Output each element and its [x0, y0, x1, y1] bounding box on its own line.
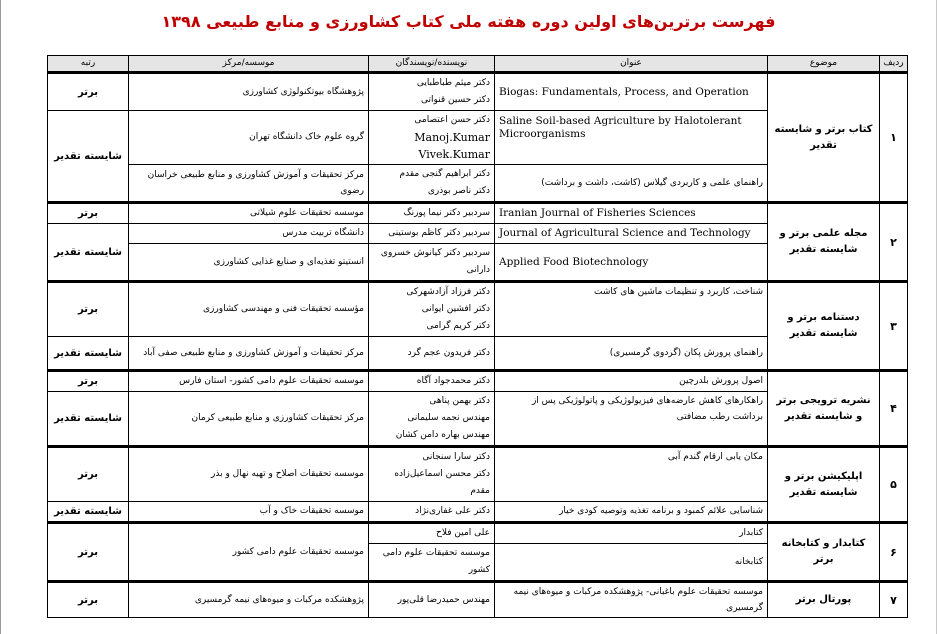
author-cell — [369, 392, 495, 447]
institute-cell: موسسه تحقیقات علوم شیلاتی — [129, 203, 369, 224]
author-name: دکتر افشین ایوانی — [421, 304, 490, 314]
rank-cell: شایسته تقدیر — [48, 502, 129, 523]
author-name: مهندس بهاره دامن کشان — [395, 430, 490, 440]
author-cell — [369, 165, 495, 203]
title-cell: کتابخانه — [495, 544, 768, 582]
rank-cell: برتر — [48, 282, 129, 337]
title-cell: موسسه تحقیقات علوم باغبانی- پژوهشکده مرکبات و میوه‌های نیمه گرمسیری — [495, 582, 768, 618]
author-cell — [369, 73, 495, 111]
rank-cell: برتر — [48, 73, 129, 111]
title-cell: Applied Food Biotechnology — [495, 244, 768, 282]
author-name: دکتر ابراهیم گنجی مقدم — [399, 169, 490, 179]
table-row — [48, 447, 908, 502]
rank-cell: برتر — [48, 203, 129, 224]
institute-cell: موسسه تحقیقات خاک و آب — [129, 502, 369, 523]
rank-cell: برتر — [48, 523, 129, 582]
row-number: ۷ — [880, 582, 908, 618]
header-row — [48, 56, 908, 73]
institute-cell: موسسه تحقیقات علوم دامی کشور- استان فارس — [129, 371, 369, 392]
title-cell: راهکارهای کاهش عارضه‌های فیزیولوژیکی و پاتولوژیکی پس از برداشت رطب مضافتی — [495, 392, 768, 447]
title-cell: مکان یابی ارقام گندم آبی — [495, 447, 768, 502]
institute-cell: دانشگاه تربیت مدرس — [129, 224, 369, 244]
header-radif: ردیف — [880, 56, 908, 73]
institute-cell: مرکز تحقیقات کشاورزی و منابع طبیعی کرمان — [129, 392, 369, 447]
awards-table — [47, 55, 908, 618]
topic-cell: پورتال برتر — [768, 582, 880, 618]
topic-cell: اپلیکیشن برتر و شایسته تقدیر — [768, 447, 880, 523]
row-number: ۱ — [880, 73, 908, 203]
row-number: ۶ — [880, 523, 908, 582]
row-number: ۲ — [880, 203, 908, 282]
title-cell: Journal of Agricultural Science and Technology — [495, 224, 768, 244]
author-cell: علی امین فلاح — [369, 523, 495, 544]
table-row — [48, 371, 908, 392]
row-number: ۵ — [880, 447, 908, 523]
author-cell: سردبیر دکتر نیما پورنگ — [369, 203, 495, 224]
table-row — [48, 73, 908, 111]
institute-cell: پژوهشکده مرکبات و میوه‌های نیمه گرمسیری — [129, 582, 369, 618]
topic-cell: دستنامه برتر و شایسته تقدیر — [768, 282, 880, 371]
header-rank: رتبه — [48, 56, 129, 73]
author-name: دکتر بهمن پناهی — [429, 396, 490, 406]
author-name: دکتر محسن اسماعیل‌زاده مقدم — [394, 469, 490, 496]
rank-cell: برتر — [48, 447, 129, 502]
title-cell: Biogas: Fundamentals, Process, and Operation — [495, 73, 768, 111]
author-cell: دکتر فریدون عجم گرد — [369, 337, 495, 371]
author-name: دکتر فرزاد آزادشهرکی — [406, 287, 490, 297]
title-cell: راهنمای علمی و کاربردی گیلاس (کاشت، داشت و برداشت) — [495, 165, 768, 203]
title-cell: Iranian Journal of Fisheries Sciences — [495, 203, 768, 224]
author-cell — [369, 282, 495, 337]
header-onvan: عنوان — [495, 56, 768, 73]
row-number: ۴ — [880, 371, 908, 447]
author-name: دکتر حسین قنواتی — [420, 95, 490, 105]
author-name: دکتر کریم گرامی — [426, 321, 490, 331]
rank-cell: شایسته تقدیر — [48, 111, 129, 203]
header-mozu: موضوع — [768, 56, 880, 73]
rank-cell: شایسته تقدیر — [48, 224, 129, 282]
author-cell: دکتر محمدجواد آگاه — [369, 371, 495, 392]
author-name: مهندس نجمه سلیمانی — [407, 413, 490, 423]
author-cell: سردبیر دکتر کیانوش خسروی دارانی — [369, 244, 495, 282]
institute-cell: مرکز تحقیقات و آموزش کشاورزی و منابع طبیعی صفی آباد — [129, 337, 369, 371]
institute-cell: مرکز تحقیقات و آموزش کشاورزی و منابع طبیعی خراسان رضوی — [129, 165, 369, 203]
author-name: دکتر میثم طباطبایی — [416, 78, 490, 88]
title-cell: اصول پرورش بلدرچین — [495, 371, 768, 392]
author-name: دکتر ناصر بوذری — [427, 186, 490, 196]
institute-cell: پژوهشگاه بیوتکنولوژی کشاورزی — [129, 73, 369, 111]
author-cell — [369, 111, 495, 165]
rank-cell: برتر — [48, 582, 129, 618]
page-title: فهرست برترین‌های اولین دوره هفته ملی کتاب کشاورزی و منابع طبیعی ۱۳۹۸ — [161, 12, 776, 31]
author-name: دکتر سارا سنجانی — [422, 452, 490, 462]
row-number: ۳ — [880, 282, 908, 371]
header-author: نویسنده/نویسندگان — [369, 56, 495, 73]
title-cell: راهنمای پرورش پکان (گردوی گرمسیری) — [495, 337, 768, 371]
topic-cell: کتاب برتر و شایسته تقدیر — [768, 73, 880, 203]
title-cell: Saline Soil-based Agriculture by Halotolerant Microorganisms — [495, 111, 768, 165]
author-name: Manoj.Kumar — [414, 131, 490, 144]
table-row — [48, 282, 908, 337]
institute-cell: مؤسسه تحقیقات فنی و مهندسی کشاورزی — [129, 282, 369, 337]
author-name: دکتر حسن اعتصامی — [414, 115, 490, 125]
rank-cell: شایسته تقدیر — [48, 337, 129, 371]
institute-cell: موسسه تحقیقات اصلاح و تهیه نهال و بذر — [129, 447, 369, 502]
window-left-edge — [0, 0, 1, 634]
author-cell: دکتر علی غفاری‌نژاد — [369, 502, 495, 523]
title-cell: شناخت، کاربرد و تنظیمات ماشین های کاشت — [495, 282, 768, 337]
table-row — [48, 203, 908, 224]
topic-cell: کتابدار و کتابخانه برتر — [768, 523, 880, 582]
table-row — [48, 582, 908, 618]
rank-cell: برتر — [48, 371, 129, 392]
institute-cell: موسسه تحقیقات علوم دامی کشور — [129, 523, 369, 582]
topic-cell: نشریه ترویجی برتر و شایسته تقدیر — [768, 371, 880, 447]
topic-cell: مجله علمی برتر و شایسته تقدیر — [768, 203, 880, 282]
rank-cell: شایسته تقدیر — [48, 392, 129, 447]
title-cell: کتابدار — [495, 523, 768, 544]
author-name: Vivek.Kumar — [418, 148, 490, 161]
author-cell: موسسه تحقیقات علوم دامی کشور — [369, 544, 495, 582]
institute-cell: گروه علوم خاک دانشگاه تهران — [129, 111, 369, 165]
header-institute: موسسه/مرکز — [129, 56, 369, 73]
institute-cell: انستیتو تغذیه‌ای و صنایع غذایی کشاورزی — [129, 244, 369, 282]
author-cell: سردبیر دکتر کاظم بوستینی — [369, 224, 495, 244]
author-cell — [369, 447, 495, 502]
author-cell: مهندس حمیدرضا قلی‌پور — [369, 582, 495, 618]
title-cell: شناسایی علائم کمبود و برنامه تغذیه وتوصیه کودی خیار — [495, 502, 768, 523]
table-row — [48, 523, 908, 544]
